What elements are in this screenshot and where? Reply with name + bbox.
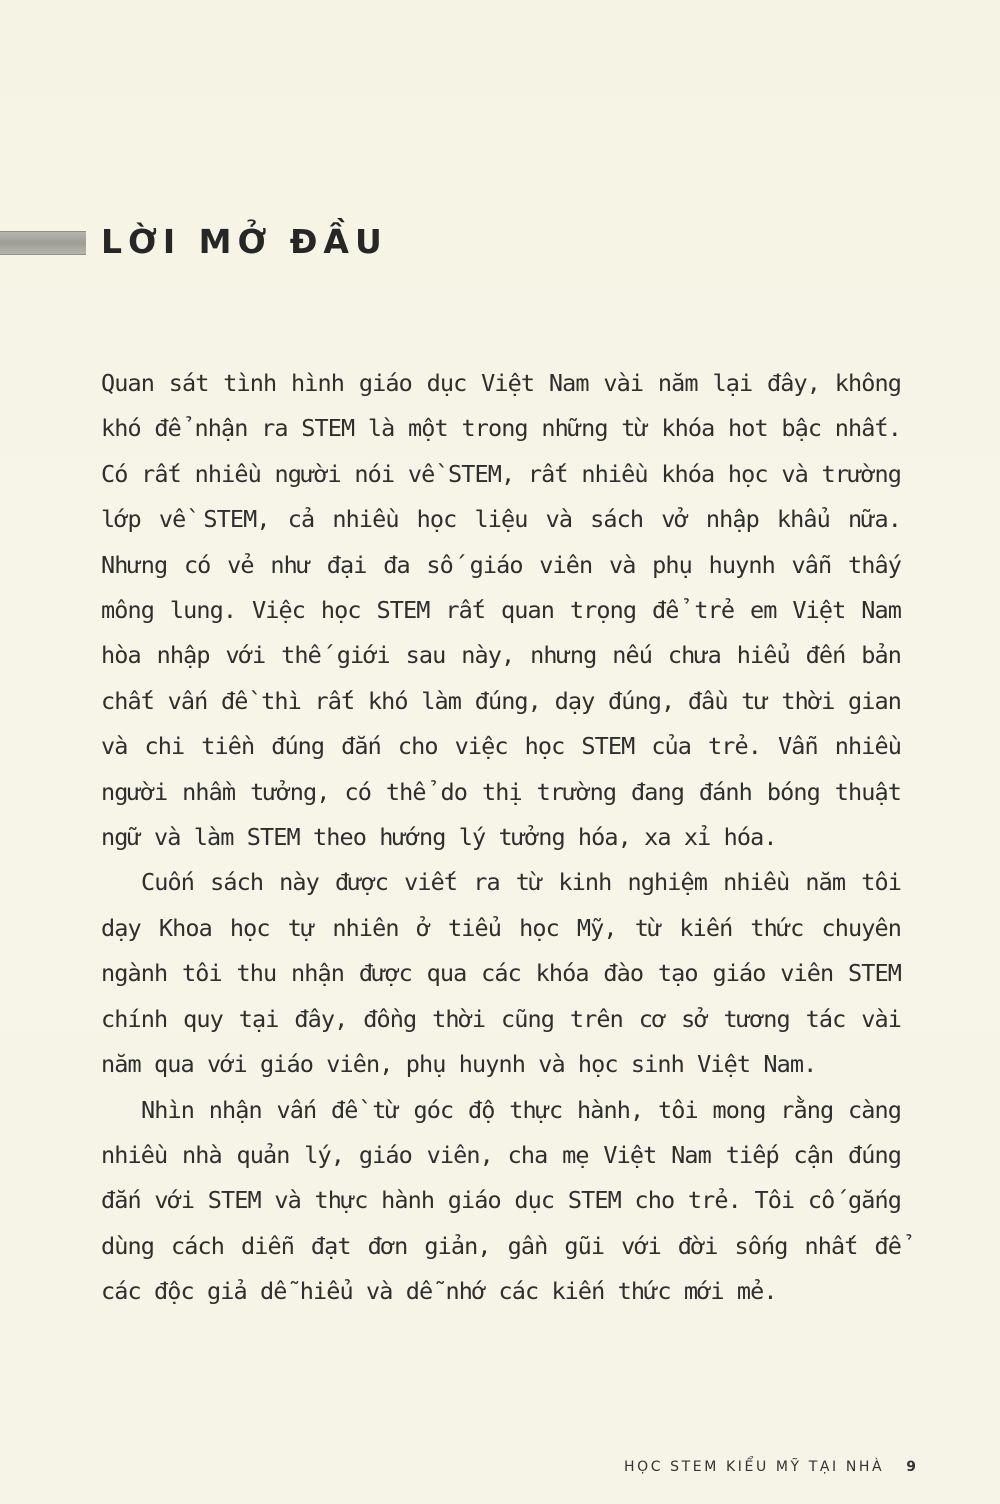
paragraph-3: Nhìn nhận vấn đề từ góc độ thực hành, tôi mong rằng càng nhiều nhà quản lý, giáo viên, cha mẹ Việt Nam tiếp cận đúng đắn với STEM và thực hành giáo dục STEM cho trẻ. Tôi cố gắng dùng cách diễn đạt đơn giản, gần gũi với đời sống nhất để các độc giả dễ hiểu và dễ nhớ các kiến thức mới mẻ. — [101, 1095, 901, 1306]
paragraph-1: Quan sát tình hình giáo dục Việt Nam vài năm lại đây, không khó để nhận ra STEM là một trong những từ khóa hot bậc nhất. Có rất nhiều người nói về STEM, rất nhiều khóa học và trường lớp về STEM, cả nhiều học liệu và sách vở nhập khẩu nữa. Nhưng có vẻ như đại đa số giáo viên và phụ huynh vẫn thấy mông lung. Việc học STEM rất quan trọng để trẻ em Việt Nam hòa nhập với thế giới sau này, nhưng nếu chưa hiểu đến bản chất vấn đề thì rất khó làm đúng, dạy đúng, đầu tư thời gian và chi tiền đúng đắn cho việc học STEM của trẻ. Vẫn nhiều người nhầm tưởng, có thể do thị trường đang đánh bóng thuật ngữ và làm STEM theo hướng lý tưởng hóa, xa xỉ hóa. — [101, 369, 901, 852]
heading-decoration-bar — [0, 231, 86, 255]
chapter-heading: LỜI MỞ ĐẦU — [101, 222, 388, 261]
page-number: 9 — [906, 1459, 919, 1475]
body-text — [101, 361, 901, 1315]
footer-book-title: HỌC STEM KIỂU MỸ TẠI NHÀ — [624, 1459, 885, 1475]
running-footer — [624, 1459, 919, 1475]
paragraph-2: Cuốn sách này được viết ra từ kinh nghiệm nhiều năm tôi dạy Khoa học tự nhiên ở tiểu học Mỹ, từ kiến thức chuyên ngành tôi thu nhận được qua các khóa đào tạo giáo viên STEM chính quy tại đây, đồng thời cũng trên cơ sở tương tác vài năm qua với giáo viên, phụ huynh và học sinh Việt Nam. — [101, 868, 901, 1079]
